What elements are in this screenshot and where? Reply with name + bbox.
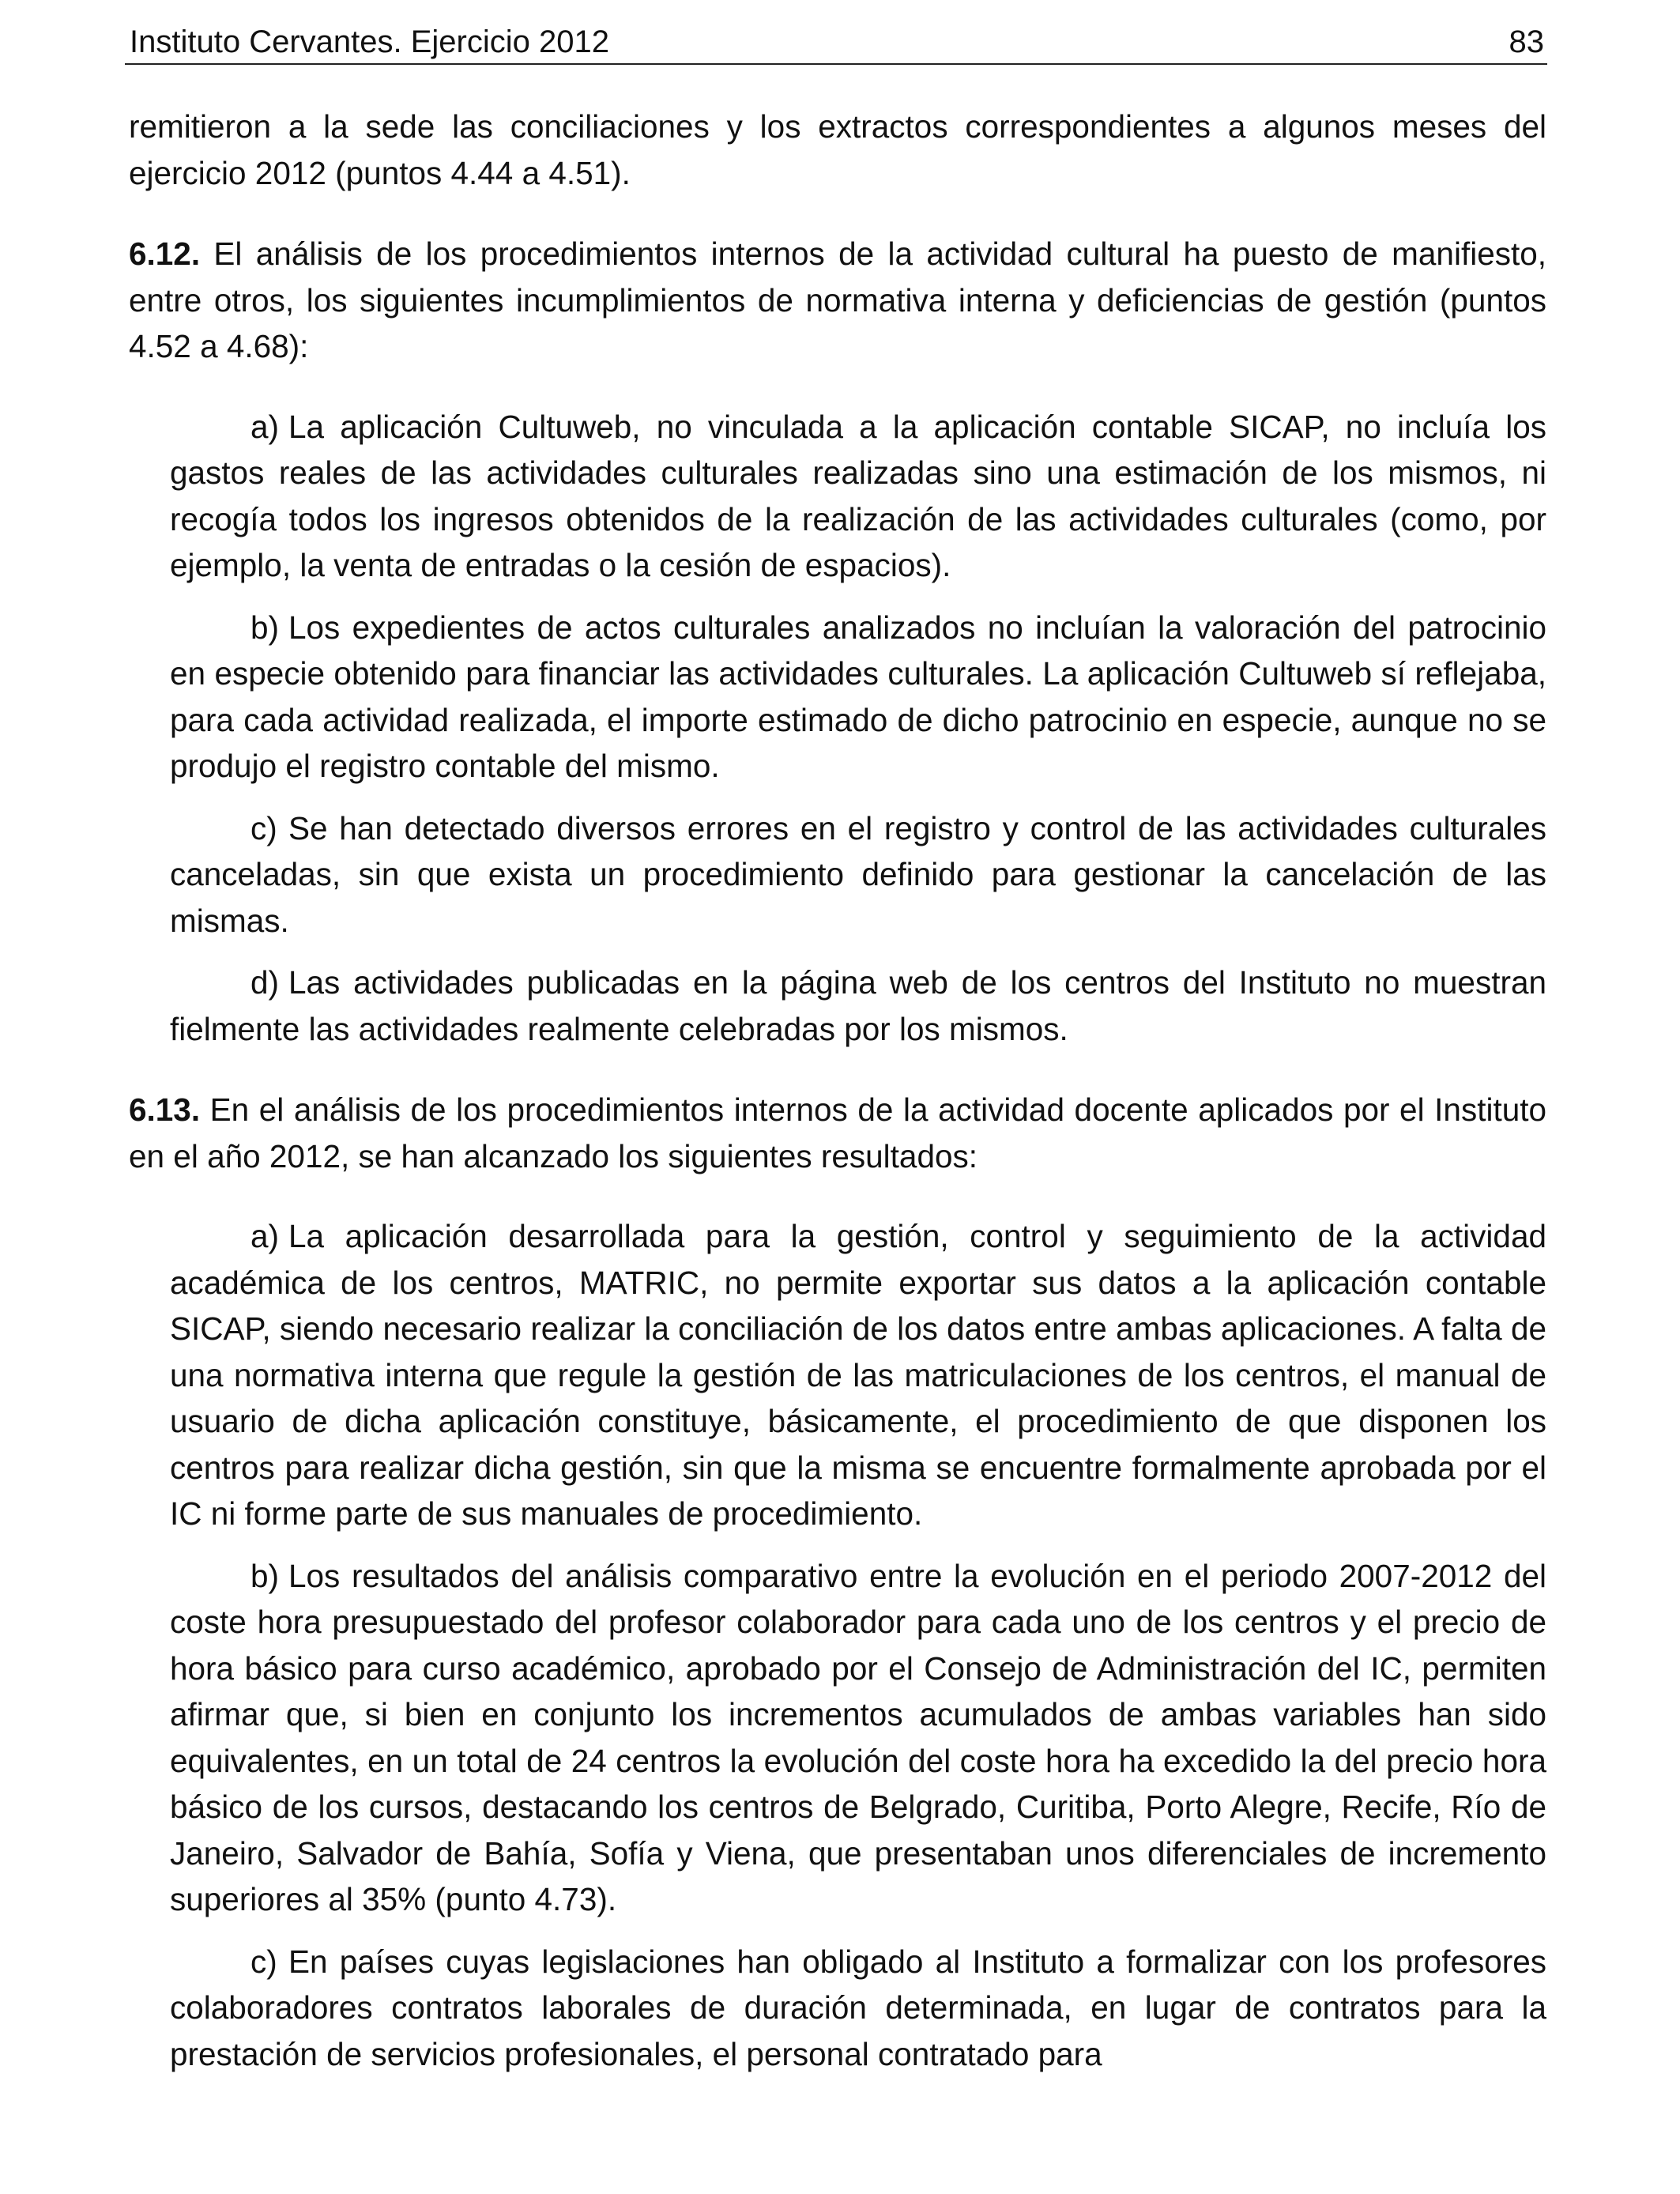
header-title: Instituto Cervantes. Ejercicio 2012 [130,25,609,59]
section-6-12-items [170,404,1546,1053]
item-text: La aplicación Cultuweb, no vinculada a la aplicación contable SICAP, no incluía los gastos reales de las actividades culturales realizadas sino una estimación de los mismos, ni recogía todos los ingresos obtenidos de la realización de las actividades culturales (como, por ejemplo, la venta de entradas o la cesión de espacios). [170,408,1546,583]
section-6-13 [129,1087,1546,2077]
section-text: En el análisis de los procedimientos internos de la actividad docente aplicados por el Instituto en el año 2012, se han alcanzado los siguientes resultados: [129,1091,1546,1174]
item-letter: b) [250,609,280,646]
section-6-13-items [170,1213,1546,2077]
list-item [170,1553,1546,1923]
section-6-12 [129,231,1546,1052]
item-letter: c) [250,1943,277,1980]
section-text: El análisis de los procedimientos internos de la actividad cultural ha puesto de manifiesto, entre otros, los siguientes incumplimientos de normativa interna y deficiencias de gestión (puntos 4.52 a 4.68): [129,236,1546,364]
item-text: Los resultados del análisis comparativo entre la evolución en el periodo 2007-2012 del coste hora presupuestado del profesor colaborador para cada uno de los centros y el precio de hora básico para curso académico, aprobado por el Consejo de Administración del IC, permiten afirmar que, si bien en conjunto los incrementos acumulados de ambas variables han sido equivalentes, en un total de 24 centros la evolución del coste hora ha excedido la del precio hora básico de los cursos, destacando los centros de Belgrado, Curitiba, Porto Alegre, Recife, Río de Janeiro, Salvador de Bahía, Sofía y Viena, que presentaban unos diferenciales de incremento superiores al 35% (punto 4.73). [170,1557,1546,1917]
item-text: Las actividades publicadas en la página web de los centros del Instituto no muestran fielmente las actividades realmente celebradas por los mismos. [170,964,1546,1047]
section-6-12-lead [129,231,1546,370]
item-letter: b) [250,1557,280,1594]
page-header [125,19,1547,65]
list-item [170,605,1546,790]
section-6-13-lead [129,1087,1546,1179]
item-letter: a) [250,408,280,445]
intro-paragraph: remitieron a la sede las conciliaciones y los extractos correspondientes a algunos meses del ejercicio 2012 (puntos 4.44 a 4.51). [129,108,1546,191]
document-body [129,104,1546,2112]
item-text: Se han detectado diversos errores en el registro y control de las actividades culturales canceladas, sin que exista un procedimiento definido para gestionar la cancelación de las mismas. [170,809,1546,939]
item-letter: a) [250,1218,280,1254]
item-text: La aplicación desarrollada para la gestión, control y seguimiento de la actividad académica de los centros, MATRIC, no permite exportar sus datos a la aplicación contable SICAP, siendo necesario realizar la conciliación de los datos entre ambas aplicaciones. A falta de una normativa interna que regule la gestión de las matriculaciones de los centros, el manual de usuario de dicha aplicación constituye, básicamente, el procedimiento de que disponen los centros para realizar dicha gestión, sin que la misma se encuentre formalmente aprobada por el IC ni forme parte de sus manuales de procedimiento. [170,1218,1546,1532]
section-number: 6.12. [129,236,201,272]
page-number: 83 [1509,25,1544,59]
item-letter: d) [250,964,280,1001]
list-item [170,404,1546,589]
item-letter: c) [250,809,277,846]
list-item [170,805,1546,944]
list-item [170,1213,1546,1537]
list-item [170,1939,1546,2078]
item-text: En países cuyas legislaciones han obligado al Instituto a formalizar con los profesores colaboradores contratos laborales de duración determinada, en lugar de contratos para la prestación de servicios profesionales, el personal contratado para [170,1943,1546,2072]
item-text: Los expedientes de actos culturales analizados no incluían la valoración del patrocinio en especie obtenido para financiar las actividades culturales. La aplicación Cultuweb sí reflejaba, para cada actividad realizada, el importe estimado de dicho patrocinio en especie, aunque no se produjo el registro contable del mismo. [170,609,1546,784]
list-item [170,959,1546,1052]
section-number: 6.13. [129,1091,201,1128]
